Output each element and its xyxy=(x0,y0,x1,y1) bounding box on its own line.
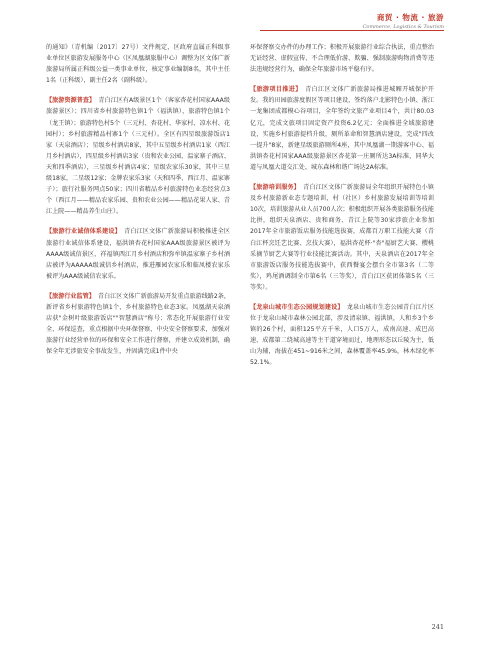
header-rule xyxy=(260,30,444,31)
section-tag: 【旅游资源普查】 xyxy=(46,97,93,105)
section-industry-supervision xyxy=(46,291,230,358)
section-training-service xyxy=(250,182,434,293)
section-tag: 【旅游行业监管】 xyxy=(46,292,92,300)
running-header xyxy=(363,12,444,30)
section-tag: 【龙泉山城市生态公园规划建设】 xyxy=(250,303,341,311)
section-text: 青白江区文体广新旅游局全年组织开展特色小镇及乡村旅游新业态专题培训，村（社区）乡村旅游发展培训等培训10次，培训旅游从业人员700人次；积极组织开展各类旅游服务技能比拼，组织天泉酒店、贵和商务、青江上院等30家涉旅企业参加2017年全市旅游饭店服务技能选拔赛，成都百万职工技能大赛（青白江杯烹饪艺比赛、烹技大赛），福洪杏花杯·"杏"福厨艺大赛、樱桃采摘节厨艺大赛等行业技能比赛活动。其中，天泉酒店在2017年全市旅游饭店服务技能选拔赛中，获西餐宴会摆台全市第3名（二等奖），鸡尾酒调制全市第6名（三等奖），青白江区获团体第5名（三等奖）。 xyxy=(250,184,435,291)
section-text: 青白江区文体广新旅游局积极推进全区旅游行业诚信体系建设，福洪镇杏花村国家AAA级旅游景区被评为AAAA级诚信景区，祥福镇西江月乡村酒店和弥牟镇温家寨子乡村酒店被评为AAAAA级诚信乡村酒店，推进雁园农家乐和临凤楼农家乐被评为AAA级诚信农家乐。 xyxy=(46,228,231,280)
section-tag: 【旅游培训服务】 xyxy=(250,184,297,192)
paragraph: 的通知》（青机编〔2017〕27号）文件规定，区政府直属正科级事业单位区旅游发展服务中心（区凤凰湖旅服中心）调整为区文体广新旅游局所属正科级公益一类事业单位，核定事业编制8名，其中主任1名（正科级），副主任2名（副科级）。 xyxy=(46,44,230,85)
section-resource-survey xyxy=(46,95,230,217)
section-tag: 【旅游行业诚信体系建设】 xyxy=(46,228,118,236)
paragraph: 环保督察交办件的办理工作；积极开展旅游行业综合执法，重点整治无证经营、虚假宣传、不合理低价游、欺骗、强制旅游购物消费等违法违规经营行为，确保全年旅游市场平稳有序。 xyxy=(250,44,434,74)
section-integrity-system xyxy=(46,226,230,281)
header-title-cn: 商贸 · 物流 · 旅游 xyxy=(376,13,444,22)
section-text: 青白江区文体广新旅游局开发重点旅游线路2条，新评省乡村旅游特色镇1个，乡村旅游特色业态3家。凤凰湖天泉酒店获"金树叶级旅游饭店""智慧酒店"称号；常态化开展旅游行业安全、环保巡查，重点根据中央环保督察、中央安全督察要求，加强对旅游行业经营单位的环保和安全工作进行督察，并建立成效机制，确保全年无涉旅安全事故发生，并固满完成1件中央 xyxy=(46,292,230,356)
header-title-en: Commerce, Logistics & Tourism xyxy=(362,24,444,30)
section-text: 青白江区有A级景区1个（客家杏花村国家AAA级旅游景区）；四川省乡村旅游特色镇1个（福洪镇），旅游特色镇1个（龙王镇）；旅游特色村5个（三元村、杏花村、华家村、凉水村、花园村）；乡村旅游精品村寨1个（三元村）。全区有四星级旅游饭店1家（天泉酒店）；星级乡村酒店8家，其中五星级乡村酒店1家（西江月乡村酒店），四星级乡村酒店3家（贵和农业公园、温家寨子酒店、天和四季酒店），三星级乡村酒店4家；星级农家乐30家，其中三星级18家，二星级12家；金牌农家乐3家（天和四季、西江月、温家寨子）；旅行社服务网点50家；四川省精品乡村旅游特色业态经营点3个（西江月——精品农家乐园、贵和农业公园——精品花果人家、青江上院——精品养生山庄）。 xyxy=(46,97,231,216)
page-number: 241 xyxy=(431,623,444,631)
section-text: 青白江区文体广新旅游局推进城厢开城保护开发。我的田园旅游度假区等项目建设，签约落户北影特色小镇、浙江一龙集团成都模心谷项目，全年签约文旅产业项目4个，共计80.03亿元，完成文旅项目固定资产投资6.2亿元；全面推进全域旅游建设，实施乡村旅游提档升级，厕所革命和智慧酒店建设，完成"四改一提升"8家，新建星级旅游厕所4座，其中凤凰湖一期游客中心、福洪镇杏花村国家AAA级旅游景区杏花第一庄厕所达3A标准，同华大道与凤凰大道交汇处、城东森林和谐广场达2A标准。 xyxy=(250,86,435,171)
section-text: 龙泉山城市生态公园青白江片区位于龙泉山城市森林公园北部，涉及清泉镇、福洪镇，人和乡3个乡镇的26个村，面积125平方千米，人口5万人，成南高速、成巴高速、成都第二绕城高速等主干道穿境而过，地理形态以丘陵为主，低山为辅，海拔在451~916米之间，森林覆盖率45.9%，林木绿化率52.1%。 xyxy=(250,303,435,367)
right-column xyxy=(250,42,434,369)
section-longquan-park xyxy=(250,302,434,369)
left-column xyxy=(46,42,230,357)
section-project-promotion xyxy=(250,84,434,173)
section-tag: 【旅游项目推进】 xyxy=(250,86,299,94)
